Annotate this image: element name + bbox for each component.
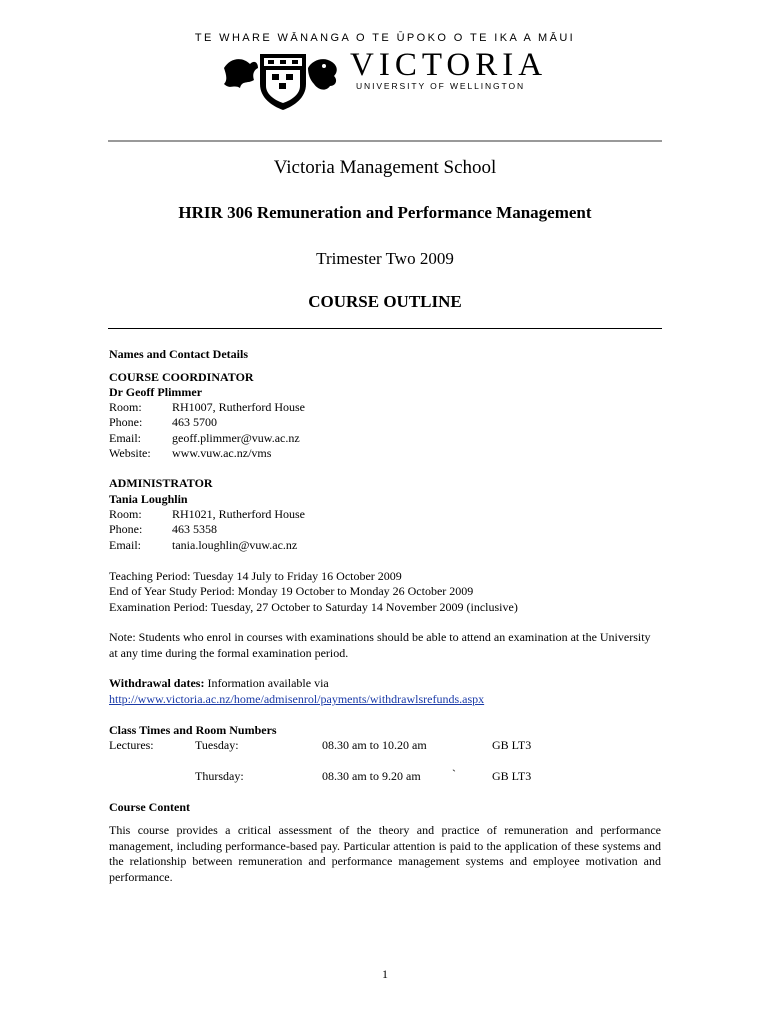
course-title: HRIR 306 Remuneration and Performance Management (178, 203, 592, 222)
administrator-phone-label: Phone: (109, 522, 143, 536)
teaching-period: Teaching Period: Tuesday 14 July to Friday 16 October 2009 (109, 569, 402, 583)
lecture-day: Tuesday: (195, 738, 239, 752)
course-content-heading: Course Content (109, 800, 190, 814)
university-name: VICTORIA (350, 47, 548, 83)
university-crest-icon (220, 50, 345, 112)
coordinator-name: Dr Geoff Plimmer (109, 385, 203, 399)
exam-note: Note: Students who enrol in courses with examinations should be able to attend an examination at the University at any time during the formal examination period. (109, 630, 651, 660)
coordinator-phone-label: Phone: (109, 415, 143, 429)
university-subname: UNIVERSITY OF WELLINGTON (356, 81, 526, 91)
coordinator-room: RH1007, Rutherford House (172, 400, 305, 414)
document-title: COURSE OUTLINE (308, 292, 462, 311)
lecture-time: 08.30 am to 9.20 am (322, 769, 421, 783)
coordinator-role: COURSE COORDINATOR (109, 370, 254, 384)
contacts-heading: Names and Contact Details (109, 347, 248, 361)
lecture-time: 08.30 am to 10.20 am (322, 738, 427, 752)
university-motto: TE WHARE WĀNANGA O TE ŪPOKO O TE IKA A MĀUI (194, 32, 576, 44)
withdrawal-text: Information available via (204, 676, 329, 690)
coordinator-website[interactable]: www.vuw.ac.nz/vms (172, 446, 272, 460)
stray-mark: ` (452, 767, 456, 781)
examination-period: Examination Period: Tuesday, 27 October to Saturday 14 November 2009 (inclusive) (109, 600, 518, 614)
administrator-phone: 463 5358 (172, 522, 217, 536)
administrator-role: ADMINISTRATOR (109, 476, 213, 490)
page-number: 1 (382, 967, 388, 981)
coordinator-email-label: Email: (109, 431, 141, 445)
lecture-day: Thursday: (195, 769, 244, 783)
withdrawal-line (109, 676, 329, 691)
trimester: Trimester Two 2009 (316, 249, 454, 268)
header-divider (108, 140, 662, 142)
withdrawal-label: Withdrawal dates: (109, 676, 205, 690)
administrator-email-label: Email: (109, 538, 141, 552)
lecture-room: GB LT3 (492, 738, 532, 752)
withdrawal-link[interactable]: http://www.victoria.ac.nz/home/admisenrol/payments/withdrawlsrefunds.aspx (109, 692, 485, 706)
administrator-room-label: Room: (109, 507, 142, 521)
course-content-text: This course provides a critical assessment of the theory and practice of remuneration and performance management, including performance-based pay. Particular attention is paid to the application of these systems and the relationship between remuneration and performance management systems and employee motivation and performance. (109, 823, 661, 884)
administrator-room: RH1021, Rutherford House (172, 507, 305, 521)
coordinator-room-label: Room: (109, 400, 142, 414)
administrator-email[interactable]: tania.loughlin@vuw.ac.nz (172, 538, 298, 552)
school-name: Victoria Management School (273, 157, 497, 178)
coordinator-website-label: Website: (109, 446, 151, 460)
administrator-name: Tania Loughlin (109, 492, 188, 506)
lectures-label: Lectures: (109, 738, 154, 752)
coordinator-email[interactable]: geoff.plimmer@vuw.ac.nz (172, 431, 300, 445)
study-period: End of Year Study Period: Monday 19 October to Monday 26 October 2009 (109, 584, 474, 598)
coordinator-phone: 463 5700 (172, 415, 217, 429)
class-times-heading: Class Times and Room Numbers (109, 723, 277, 737)
title-divider (108, 328, 662, 329)
lecture-room: GB LT3 (492, 769, 532, 783)
